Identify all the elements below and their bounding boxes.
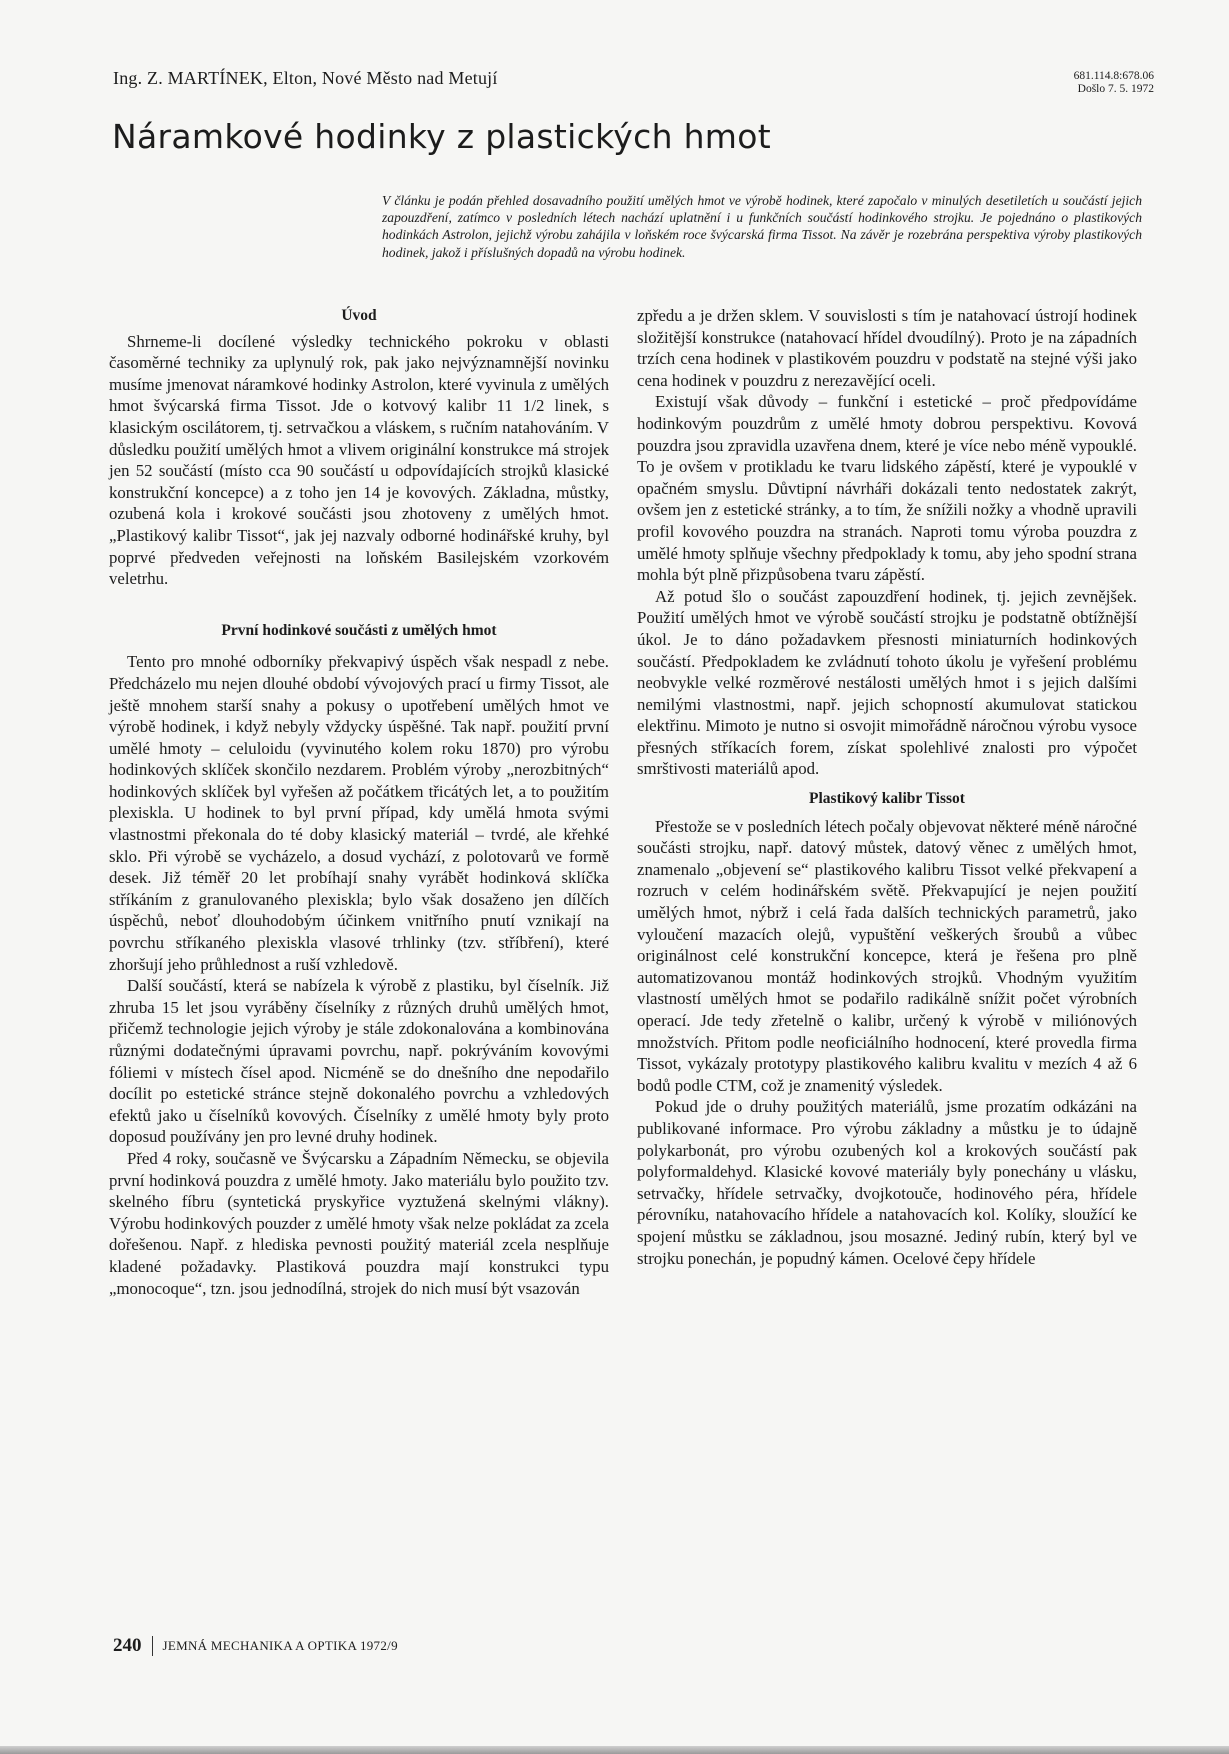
classification-block	[1074, 70, 1154, 96]
section-heading-tissot-caliber: Plastikový kalibr Tissot	[809, 790, 965, 808]
section-heading-intro: Úvod	[341, 307, 377, 324]
udc-code: 681.114.8:678.06	[1073, 70, 1154, 82]
journal-name: JEMNÁ MECHANIKA A OPTIKA 1972/9	[162, 1638, 398, 1653]
paragraph: Přestože se v posledních létech počaly objevovat některé méně náročné součásti strojku, např. datový můstek, datový věnec z umělých hmot, znamenalo „objevení se“ plastikového kalibru Tissot velké překvapení a rozruch v celém hodinářském světě. Překvapující je nejen použití umělých hmot, nýbrž i celá řada dalších technických parametrů, jako vyloučení mazacích olejů, vypuštění veškerých šroubů a vůbec originálnost celé konstrukční koncepce, která je řešena pro plně automatizovanou montáž hodinkových strojků. Vhodným využitím vlastností umělých hmot se podařilo radikálně snížit počet výrobních operací. Jde tedy zřetelně o kalibr, určený k výrobě v miliónových množstvích. Přitom podle neoficiálního hodnocení, které provedla firma Tissot, vykázaly prototypy plastikového kalibru kvalitu v mezích 4 až 6 bodů podle CTM, což je znamenitý výsledek.	[637, 816, 1137, 1095]
author-line: Ing. Z. MARTÍNEK, Elton, Nové Město nad Metují	[113, 68, 498, 88]
scan-edge-shadow	[0, 1746, 1229, 1754]
section-heading-first-parts: První hodinkové součásti z umělých hmot	[221, 621, 497, 639]
abstract: V článku je podán přehled dosavadního použití umělých hmot ve výrobě hodinek, které započalo v minulých desetiletích u součástí jejich zapouzdření, zatímco v posledních létech nachází uplatnění i u funkčních součástí hodinkového strojku. Je pojednáno o plastikových hodinkách Astrolon, jejichž výrobu zahájila v loňském roce švýcarská firma Tissot. Na závěr je rozebrána perspektiva výroby plastikových hodinek, jakož i příslušných dopadů na výrobu hodinek.	[382, 193, 1142, 260]
paragraph: Shrneme-li docílené výsledky technického pokroku v oblasti časoměrné techniky za uplynulý rok, pak jako nejvýznamnější novinku musíme jmenovat náramkové hodinky Astrolon, které vyvinula z umělých hmot švýcarská firma Tissot. Jde o kotvový kalibr 11 1/2 linek, s klasickým oscilátorem, tj. setrvačkou a vláskem, s ručním natahováním. V důsledku použití umělých hmot a vlivem originální konstrukce má strojek jen 52 součástí (místo cca 90 součástí u odpovídajících strojků klasické konstrukční koncepce) a z toho jen 14 je kovových. Základna, můstky, ozubená kola i krokové součásti jsou zhotoveny z umělých hmot. „Plastikový kalibr Tissot“, jak jej nazvaly odborné hodinářské kruhy, byl poprvé předveden veřejnosti na loňském Basilejském vzorkovém veletrhu.	[109, 331, 609, 589]
page-number: 240	[113, 1635, 142, 1656]
paragraph: Pokud jde o druhy použitých materiálů, jsme prozatím odkázáni na publikované informace. Pro výrobu základny a můstku je to údajně polykarbonát, pro výrobu ozubených kol a krokových součástí pak polyformaldehyd. Klasické kovové materiály byly ponechány u vlásku, setrvačky, hřídele setrvačky, dvojkotouče, hodinového péra, hřídele pérovníku, natahovacího hřídele a natahovacích kol. Kolíky, sloužící ke spojení můstku se základnou, jsou mosazné. Jediný rubín, který byl ve strojku ponechán, je popudný kámen. Ocelové čepy hřídele	[637, 1097, 1137, 1268]
left-column	[109, 305, 609, 1299]
paragraph: Existují však důvody – funkční i estetické – proč předpovídáme hodinkovým pouzdrům z umělé hmoty dobrou perspektivu. Kovová pouzdra jsou zpravidla uzavřena dnem, které je více nebo méně vypouklé. To je ovšem v protikladu ke tvaru lidského zápěstí, které je vypouklé v opačném smyslu. Důvtipní návrháři dokázali tento nedostatek zakrýt, ovšem jen z estetické stránky, a to tím, že snížili nožky a vhodně upravili profil kovového pouzdra na stranách. Naproti tomu výroba pouzdra z umělé hmoty splňuje všechny předpoklady k tomu, aby jeho spodní strana mohla být plně přizpůsobena tvaru zápěstí.	[637, 392, 1137, 585]
footer-divider	[152, 1636, 153, 1656]
article-title: Náramkové hodinky z plastických hmot	[112, 117, 771, 156]
paragraph-continued: zpředu a je držen sklem. V souvislosti s tím je natahovací ústrojí hodinek složitější konstrukce (natahovací hřídel dvoudílný). Proto je na západních trzích cena hodinek v plastikovém pouzdru v podstatě na stejné výši jako cena hodinek v pouzdru z nerezavějící oceli.	[637, 306, 1137, 390]
right-column	[637, 305, 1137, 1269]
paragraph: Tento pro mnohé odborníky překvapivý úspěch však nespadl z nebe. Předcházelo mu nejen dlouhé období vývojových prací u firmy Tissot, ale ještě mnohem starší snahy a pokusy o upotřebení umělých hmot ve výrobě hodinek, i když nebyly vždycky úspěšné. Tak např. použití první umělé hmoty – celuloidu (vyvinutého kolem roku 1870) pro výrobu hodinkových sklíček skončilo nezdarem. Problém výroby „nerozbitných“ hodinkových sklíček byl vyřešen až počátkem třicátých let, a to použitím plexiskla. U hodinek to byl první případ, kdy umělá hmota svými vlastnostmi překonala do té doby klasický materiál – tvrdé, ale křehké sklo. Při výrobě se vycházelo, a dosud vychází, z polotovarů ve formě desek. Již téměř 20 let probíhají snahy vyrábět hodinková sklíčka stříkáním z granulovaného plexiskla; bylo však dosaženo jen dílčích úspěchů, neboť dlouhodobým účinkem vnitřního pnutí vznikají na povrchu stříkaného plexiskla vlasové trhlinky (tzv. stříbření), které zhoršují jeho průhlednost a ruší vzhledově.	[109, 652, 609, 974]
received-date: Došlo 7. 5. 1972	[1077, 83, 1154, 95]
paragraph: Před 4 roky, současně ve Švýcarsku a Západním Německu, se objevila první hodinková pouzdra z umělé hmoty. Jako materiálu bylo použito tzv. skelného fíbru (syntetická pryskyřice vyztužená skelnými vlákny). Výrobu hodinkových pouzder z umělé hmoty však nelze pokládat za zcela dořešenou. Např. z hlediska pevnosti použitý materiál zcela nesplňuje kladené požadavky. Plastiková pouzdra mají konstrukci typu „monocoque“, tzn. jsou jednodílná, strojek do nich musí být vsazován	[109, 1148, 609, 1298]
page-footer	[113, 1635, 398, 1657]
paragraph: Další součástí, která se nabízela k výrobě z plastiku, byl číselník. Již zhruba 15 let jsou vyráběny číselníky z různých druhů umělých hmot, přičemž technologie jejich výroby je stále zdokonalována a kombinována různými dodatečnými úpravami povrchu, např. pokrýváním kovovými fóliemi v místech čísel apod. Nicméně se do dnešního dne nepodařilo docílit po estetické stránce stejně dokonalého povrchu a vzhledových efektů jako u číselníků kovových. Číselníky z umělé hmoty byly proto doposud používány jen pro levné druhy hodinek.	[109, 976, 609, 1147]
paragraph: Až potud šlo o součást zapouzdření hodinek, tj. jejich zevnějšek. Použití umělých hmot ve výrobě součástí strojku je podstatně obtížnější úkol. Je to dáno požadavkem přesnosti miniaturních hodinkových součástí. Předpokladem ke zvládnutí tohoto úkolu je vyřešení problému neobvykle velké rozměrové nestálosti umělých hmot i s jejich dalšími nemilými vlastnostmi, např. jejich schopností akumulovat statickou elektřinu. Mimoto je nutno si osvojit mimořádně náročnou výrobu vysoce přesných stříkacích forem, získat spolehlivé znalosti pro výpočet smrštivosti materiálů apod.	[637, 586, 1137, 779]
